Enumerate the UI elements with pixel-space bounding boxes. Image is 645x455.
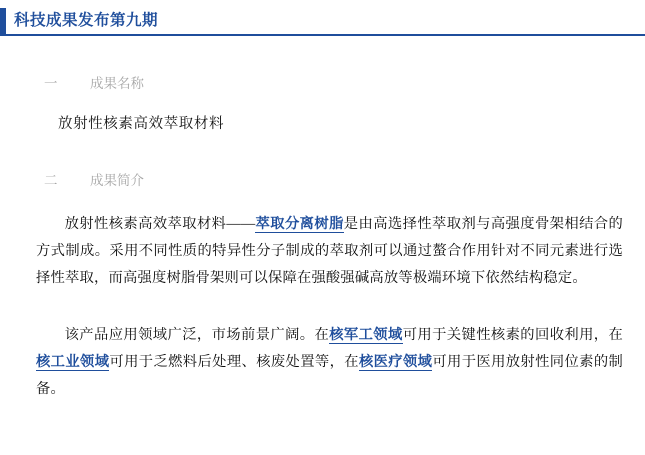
header-accent-bar [0,8,6,34]
highlight-military-field: 核军工领域 [329,327,403,343]
section-number-2: 二 [44,173,58,188]
page-title: 科技成果发布第九期 [14,12,159,29]
section-number-1: 一 [44,76,58,91]
paragraph-application-text-4: 可用于医用放射性同位素的制备。 [36,354,624,397]
result-name-value: 放射性核素高效萃取材料 [58,116,225,132]
section-label-1: 成果名称 [90,76,144,91]
highlight-industry-field: 核工业领域 [36,354,110,370]
paragraph-application-text-1: 该产品应用领域广泛，市场前景广阔。在 [64,327,330,343]
paragraph-intro [18,211,627,292]
paragraph-application-text-2: 可用于关键性核素的回收利用，在 [402,327,623,343]
document-page [0,8,645,455]
header-underline [0,34,645,36]
paragraph-intro-rest: 是由高选择性萃取剂与高强度骨架相结合的方式制成。采用不同性质的特异性分子制成的萃取剂可以通过螯合作用针对不同元素进行选择性萃取，而高强度树脂骨架则可以保障在强酸强碱高放等极端环境下依然结构稳定。 [36,216,623,286]
highlight-medical-field: 核医疗领域 [358,354,433,370]
paragraph-application-text-3: 可用于乏燃料后处理、核废处置等，在 [109,354,359,370]
document-header [0,8,645,38]
paragraph-application [18,322,627,403]
paragraph-intro-lead: 放射性核素高效萃取材料—— [64,216,256,232]
paragraph-intro-highlight: 萃取分离树脂 [255,216,344,232]
section-heading-1 [44,72,627,92]
document-content [0,72,645,403]
section-heading-2 [44,169,627,189]
section-label-2: 成果简介 [90,173,144,188]
